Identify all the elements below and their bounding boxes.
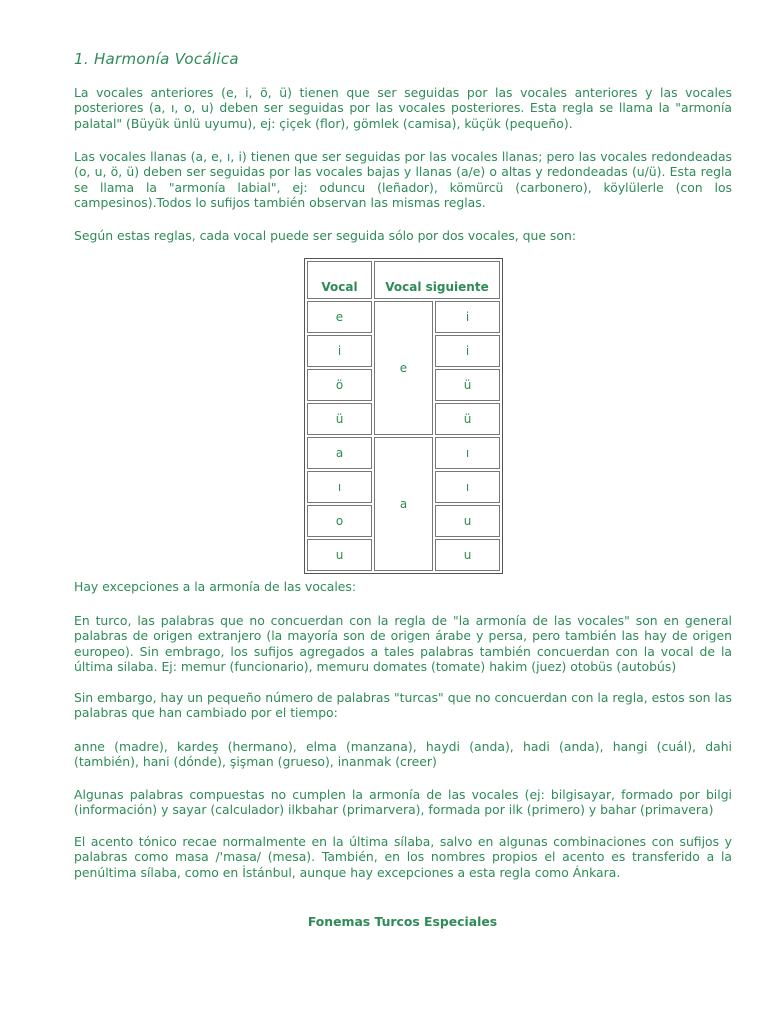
following-vowel-high: ü bbox=[435, 369, 500, 401]
table-row bbox=[307, 437, 500, 469]
following-vowel-low: e bbox=[374, 301, 433, 435]
following-vowel-high: ı bbox=[435, 471, 500, 503]
vowel-harmony-table bbox=[304, 258, 503, 574]
following-vowel-high: i bbox=[435, 301, 500, 333]
vowel-cell: u bbox=[307, 539, 372, 571]
vowel-cell: ö bbox=[307, 369, 372, 401]
paragraph-compound-words: Algunas palabras compuestas no cumplen la armonía de las vocales (ej: bilgisayar, formado por bilgi (información) y sayar (calculador) ilkbahar (primarvera), formada por ilk (primero) y bahar (primavera) bbox=[74, 787, 732, 818]
vowel-cell: i bbox=[307, 335, 372, 367]
vowel-cell: o bbox=[307, 505, 372, 537]
subheading-special-phonemes: Fonemas Turcos Especiales bbox=[307, 914, 498, 929]
following-vowel-low: a bbox=[374, 437, 433, 571]
paragraph-exception-examples: anne (madre), kardeş (hermano), elma (manzana), haydi (anda), hadi (anda), hangi (cuál), dahi (también), hani (dónde), şişman (grueso), inanmak (creer) bbox=[74, 739, 732, 770]
paragraph-palatal-harmony: La vocales anteriores (e, i, ö, ü) tienen que ser seguidas por las vocales anteriores y las vocales posteriores (a, ı, o, u) deben ser seguidas por las vocales posteriores. Esta regla se llama la "armonía palatal" (Büyük ünlü uyumu), ej: çiçek (flor), gömlek (camisa), küçük (pequeño). bbox=[74, 85, 732, 131]
section-title: 1. Harmonía Vocálica bbox=[74, 50, 239, 68]
vowel-cell: a bbox=[307, 437, 372, 469]
paragraph-rules-intro: Según estas reglas, cada vocal puede ser seguida sólo por dos vocales, que son: bbox=[74, 228, 576, 243]
paragraph-labial-harmony: Las vocales llanas (a, e, ı, i) tienen que ser seguidas por las vocales llanas; pero las vocales redondeadas (o, u, ö, ü) deben ser seguidas por las vocales bajas y llanas (a/e) o altas y redondeadas (u/ü). Esta regla se llama la "armonía labial", ej: oduncu (leñador), kömürcü (carbonero), köylülerle (con los campesinos).Todos lo sufijos también observan las mismas reglas. bbox=[74, 149, 732, 210]
following-vowel-high: u bbox=[435, 505, 500, 537]
following-vowel-high: i bbox=[435, 335, 500, 367]
paragraph-exceptions-intro: Hay excepciones a la armonía de las vocales: bbox=[74, 579, 357, 594]
vowel-cell: ı bbox=[307, 471, 372, 503]
paragraph-foreign-words: En turco, las palabras que no concuerdan con la regla de "la armonía de las vocales" son en general palabras de origen extranjero (la mayoría son de origen árabe y persa, pero también las hay de origen europeo). Sin embrago, los sufijos agregados a tales palabras también concuerdan con la vocal de la última silaba. Ej: memur (funcionario), memuru domates (tomate) hakim (juez) otobüs (autobús) bbox=[74, 613, 732, 674]
table-header-row bbox=[307, 261, 500, 299]
paragraph-stress-accent: El acento tónico recae normalmente en la última sílaba, salvo en algunas combinaciones con sufijos y palabras como masa /'masa/ (mesa). También, en los nombres propios el acento es transferido a la penúltima sílaba, como en İstánbul, aunque hay excepciones a esta regla como Ánkara. bbox=[74, 834, 732, 880]
vowel-cell: ü bbox=[307, 403, 372, 435]
header-vocal: Vocal bbox=[307, 261, 372, 299]
paragraph-turkish-exceptions: Sin embargo, hay un pequeño número de palabras "turcas" que no concuerdan con la regla, estos son las palabras que han cambiado por el tiempo: bbox=[74, 690, 732, 721]
following-vowel-high: ü bbox=[435, 403, 500, 435]
header-vocal-siguiente: Vocal siguiente bbox=[374, 261, 500, 299]
table-row bbox=[307, 301, 500, 333]
following-vowel-high: ı bbox=[435, 437, 500, 469]
vowel-cell: e bbox=[307, 301, 372, 333]
following-vowel-high: u bbox=[435, 539, 500, 571]
